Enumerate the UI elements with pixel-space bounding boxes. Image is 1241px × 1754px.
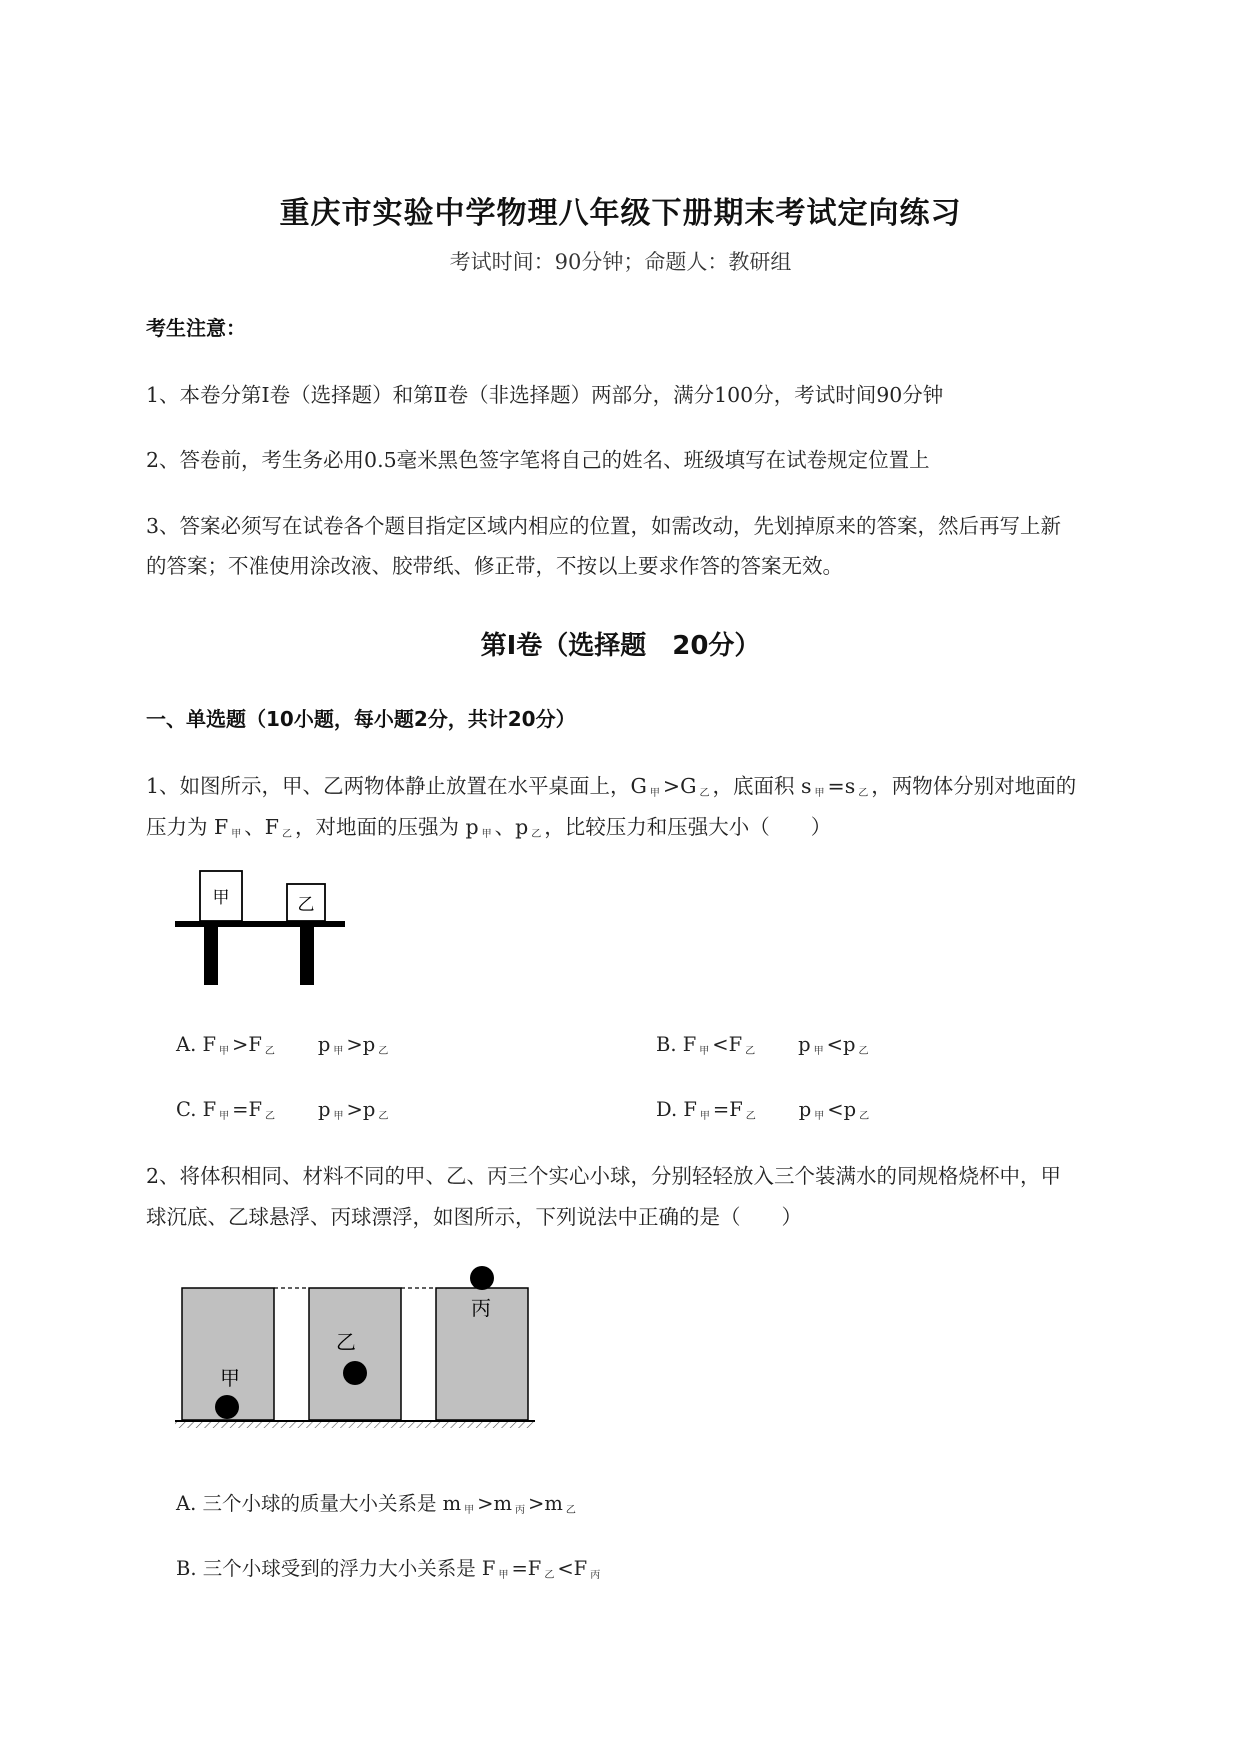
q1-stem-line-2: 压力为 F $_甲$ 、F $_乙$ ，对地面的压强为 p $_甲$ 、p $_乙$ ，比较压力和压强大小（ ） [146,815,832,840]
q2-figure-beakers [170,1250,550,1430]
q1-option-a[interactable]: A. F $_甲$ >F $_乙$ p $_甲$ >p $_乙$ [176,1033,389,1057]
section-heading: 第Ⅰ卷（选择题 20分） [480,631,761,661]
block-yi-label: 乙 [297,895,315,915]
ball-bing [470,1266,494,1290]
table-leg-right [300,927,314,985]
table-top [175,921,345,927]
q1-figure-table [170,868,360,988]
notice-item-1: 1、本卷分第Ⅰ卷（选择题）和第Ⅱ卷（非选择题）两部分，满分100分，考试时间90分钟 [146,383,944,407]
page-title: 重庆市实验中学物理八年级下册期末考试定向练习 [279,196,962,231]
exam-subtitle: 考试时间：90分钟；命题人：教研组 [449,250,792,274]
q1-option-c[interactable]: C. F $_甲$ =F $_乙$ p $_甲$ >p $_乙$ [176,1098,389,1122]
notice-item-3: 3、答案必须写在试卷各个题目指定区域内相应的位置，如需改动，先划掉原来的答案，然后再写上新 [146,514,1062,538]
notice-item-3-cont: 的答案；不准使用涂改液、胶带纸、修正带，不按以上要求作答的答案无效。 [146,554,843,578]
q2-option-b[interactable]: B. 三个小球受到的浮力大小关系是 F $_甲$ =F $_乙$ <F $_丙$ [176,1557,601,1581]
notice-item-2: 2、答卷前，考生务必用0.5毫米黑色签字笔将自己的姓名、班级填写在试卷规定位置上 [146,448,930,472]
table-leg-left [204,927,218,985]
ball-yi [343,1361,367,1385]
q2-stem-line-1: 2、将体积相同、材料不同的甲、乙、丙三个实心小球，分别轻轻放入三个装满水的同规格烧杯中，甲 [146,1164,1062,1188]
q1-stem-line-1: 1、如图所示，甲、乙两物体静止放置在水平桌面上，G $_甲$ >G $_乙$ ，底面积 s $_甲$ =s $_乙$ ，两物体分别对地面的 [146,774,1077,799]
q2-option-a[interactable]: A. 三个小球的质量大小关系是 m $_甲$ >m $_丙$ >m $_乙$ [176,1492,576,1516]
notice-heading: 考生注意： [146,316,246,340]
ground-hatch [175,1422,535,1428]
ball-yi-label: 乙 [336,1330,356,1354]
block-jia-label: 甲 [212,888,230,908]
q1-option-d[interactable]: D. F $_甲$ =F $_乙$ p $_甲$ <p $_乙$ [656,1098,870,1122]
ball-bing-label: 丙 [471,1296,491,1320]
subsection-heading: 一、单选题（10小题，每小题2分，共计20分） [146,707,576,731]
beaker-yi [309,1288,401,1420]
ball-jia [215,1395,239,1419]
ball-jia-label: 甲 [220,1366,240,1390]
q2-stem-line-2: 球沉底、乙球悬浮、丙球漂浮，如图所示，下列说法中正确的是（ ） [146,1205,802,1229]
q1-option-b[interactable]: B. F $_甲$ <F $_乙$ p $_甲$ <p $_乙$ [656,1033,869,1057]
